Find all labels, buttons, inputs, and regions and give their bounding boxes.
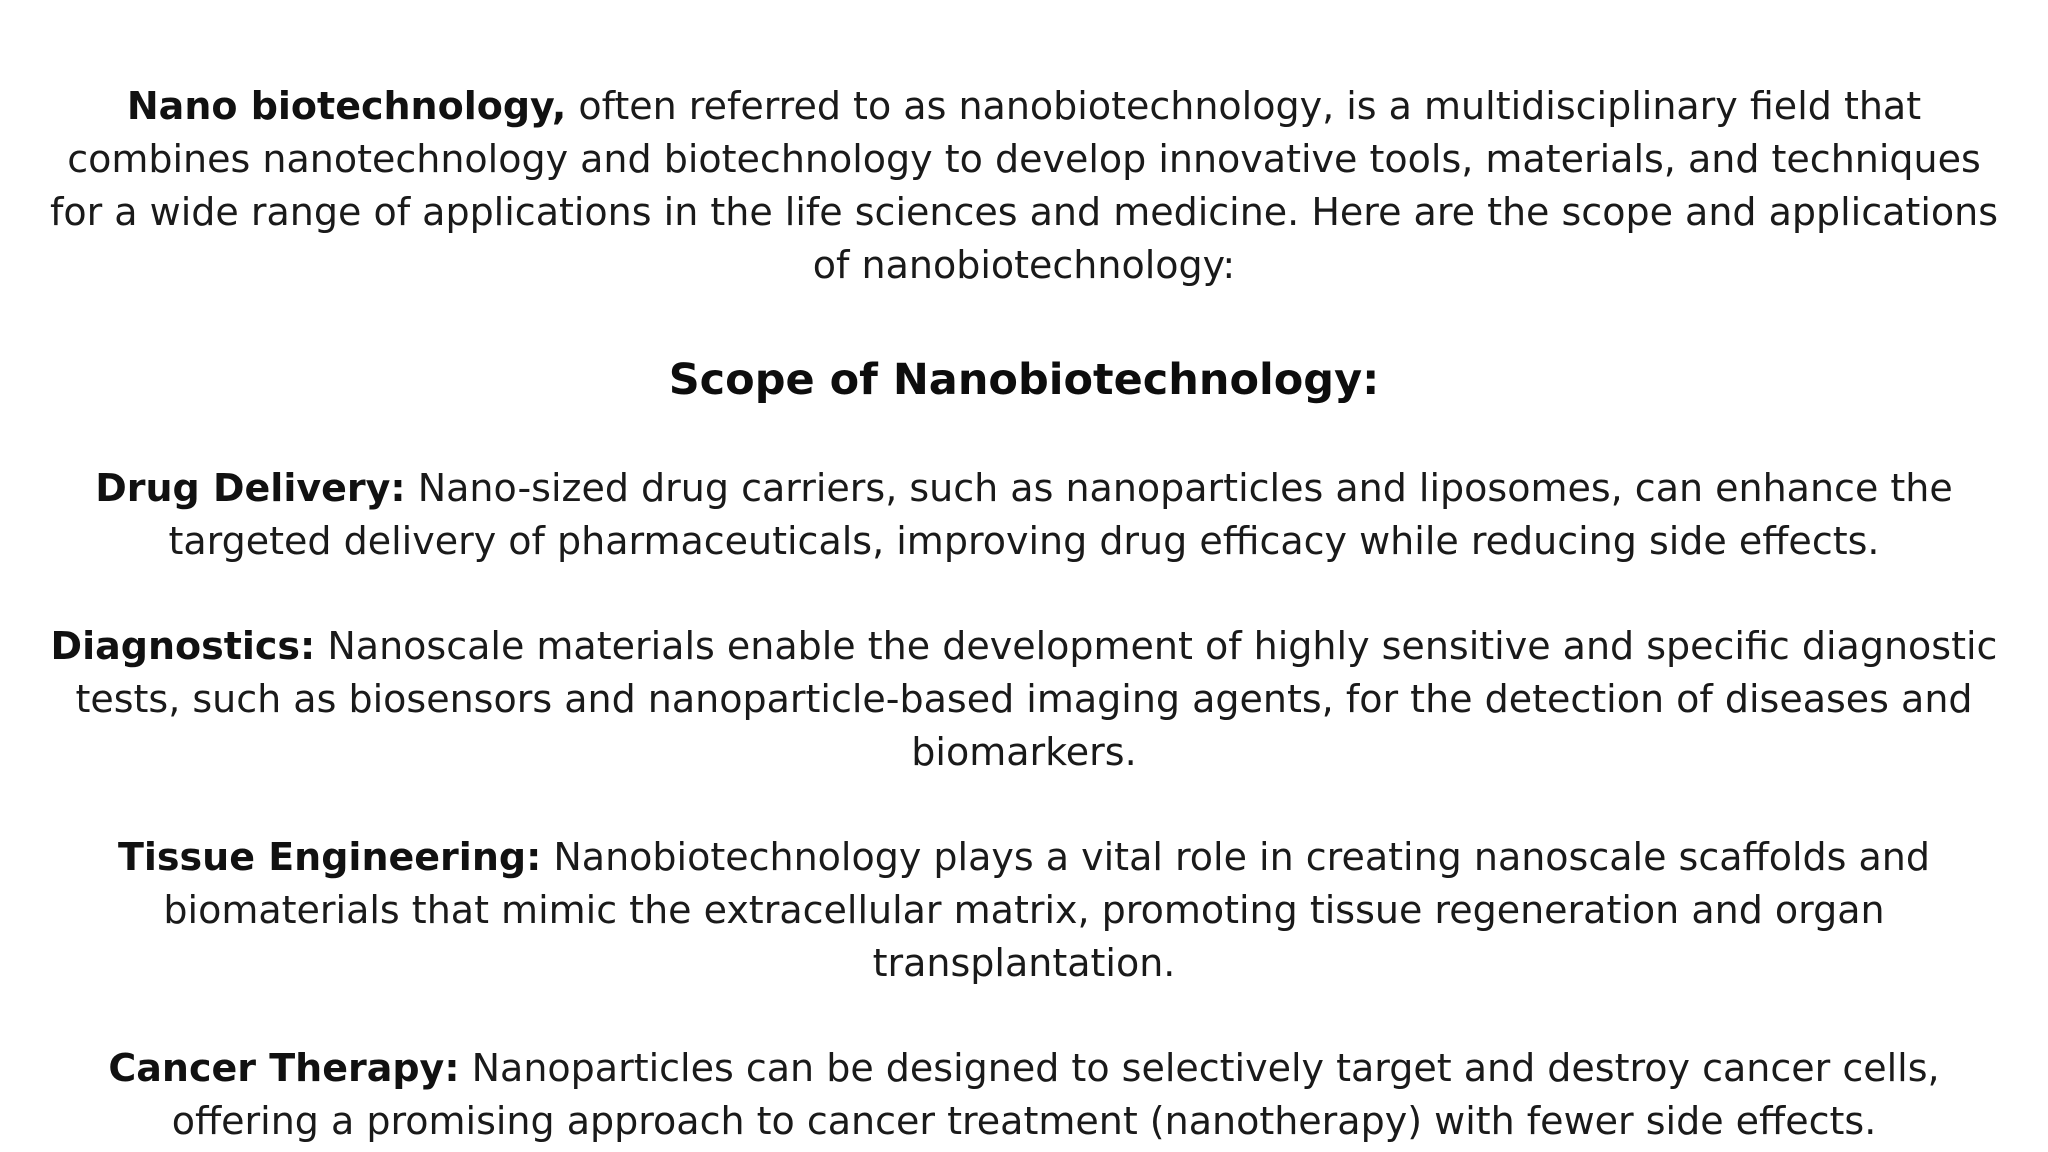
intro-lead: Nano biotechnology, — [126, 84, 567, 128]
item-cancer-therapy — [44, 1042, 2004, 1148]
item-text: Nano-sized drug carriers, such as nanoparticles and liposomes, can enhance the targeted delivery of pharmaceuticals, improving drug efficacy while reducing side effects. — [168, 466, 1953, 563]
item-text: Nanoscale materials enable the development of highly sensitive and specific diagnostic tests, such as biosensors and nanoparticle-based imaging agents, for the detection of diseases and biomarkers. — [75, 624, 1998, 774]
item-title: Drug Delivery: — [95, 466, 406, 510]
item-drug-delivery — [44, 462, 2004, 568]
item-diagnostics — [44, 620, 2004, 779]
item-title: Tissue Engineering: — [117, 835, 542, 879]
item-text: Nanobiotechnology plays a vital role in creating nanoscale scaffolds and biomaterials that mimic the extracellular matrix, promoting tissue regeneration and organ transplantation. — [163, 835, 1931, 985]
item-title: Diagnostics: — [50, 624, 316, 668]
item-tissue-engineering — [44, 831, 2004, 990]
item-text: Nanoparticles can be designed to selectively target and destroy cancer cells, offering a promising approach to cancer treatment (nanotherapy) with fewer side effects. — [171, 1046, 1940, 1143]
intro-text: often referred to as nanobiotechnology, is a multidisciplinary field that combines nanotechnology and biotechnology to develop innovative tools, materials, and techniques for a wide range of applications in the life sciences and medicine. Here are the scope and applications of nanobiotechnology: — [49, 84, 1999, 287]
section-heading: Scope of Nanobiotechnology: — [668, 355, 1380, 405]
item-title: Cancer Therapy: — [108, 1046, 460, 1090]
intro-paragraph — [44, 80, 2004, 292]
